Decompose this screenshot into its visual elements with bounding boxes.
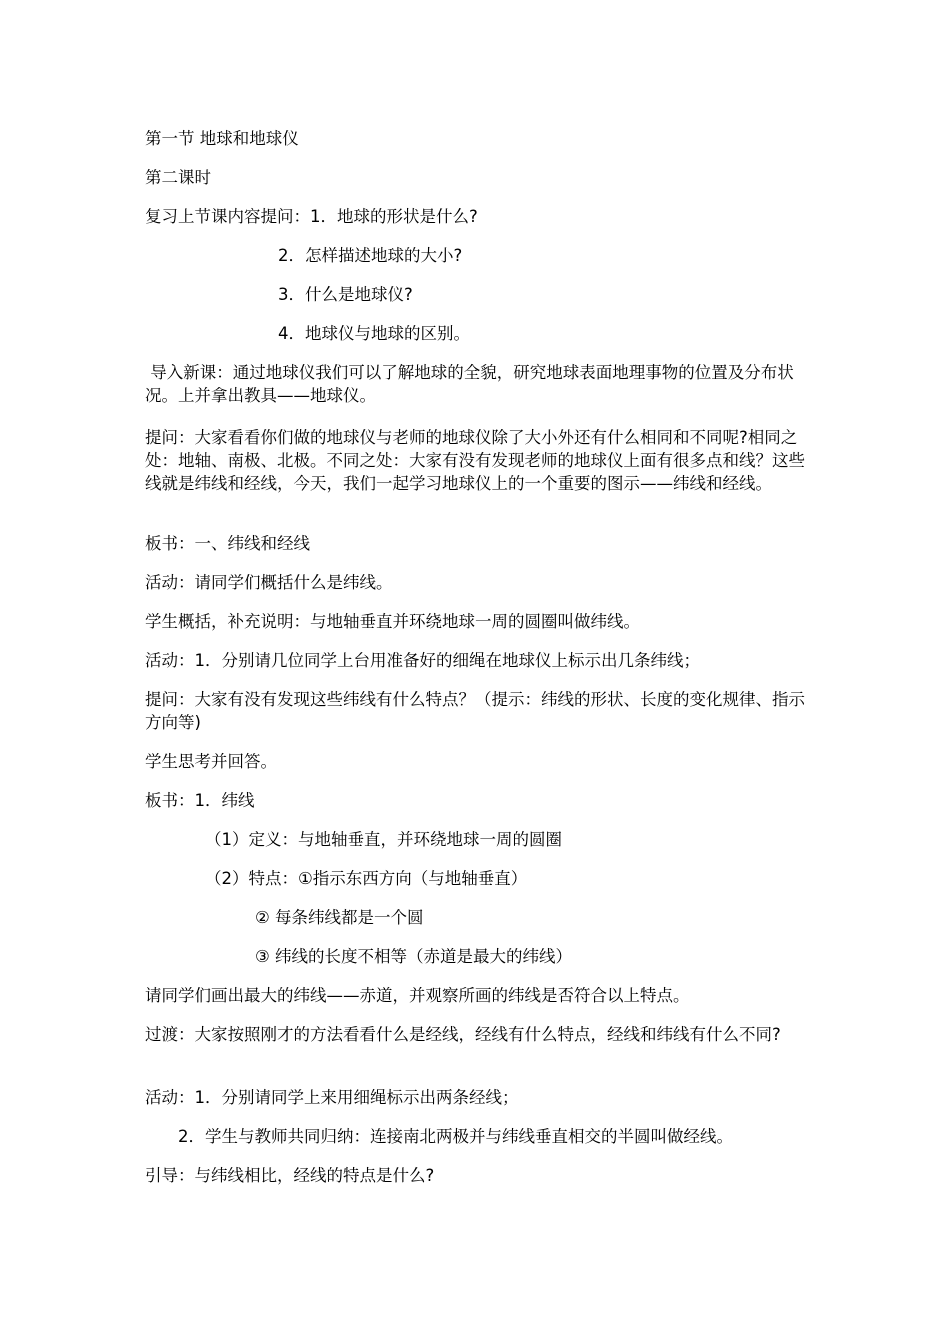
transition-paragraph: 过渡：大家按照刚才的方法看看什么是经线，经线有什么特点，经线和纬线有什么不同?: [145, 1025, 781, 1044]
activity-1: 活动：请同学们概括什么是纬线。: [145, 573, 393, 592]
guide-question: 引导：与纬线相比，经线的特点是什么?: [145, 1166, 435, 1185]
question-paragraph-2: 提问：大家有没有发现这些纬线有什么特点？（提示：纬线的形状、长度的变化规律、指示方向等): [145, 690, 805, 732]
intro-paragraph: 导入新课：通过地球仪我们可以了解地球的全貌，研究地球表面地理事物的位置及分布状况。上并拿出教具——地球仪。: [145, 363, 794, 405]
review-question-3: 3．什么是地球仪?: [278, 285, 413, 304]
board-heading-1: 板书：一、纬线和经线: [145, 534, 310, 553]
review-intro: 复习上节课内容提问：1．地球的形状是什么?: [145, 207, 478, 226]
definition-item: （1）定义：与地轴垂直，并环绕地球一周的圆圈: [205, 830, 562, 849]
board-heading-2: 板书：1．纬线: [145, 791, 255, 810]
feature-item-2: ② 每条纬线都是一个圆: [255, 908, 424, 927]
draw-task: 请同学们画出最大的纬线——赤道，并观察所画的纬线是否符合以上特点。: [145, 986, 690, 1005]
feature-item-1: （2）特点：①指示东西方向（与地轴垂直）: [205, 869, 528, 888]
activity-3-step-2: 2．学生与教师共同归纳：连接南北两极并与纬线垂直相交的半圆叫做经线。: [178, 1127, 733, 1146]
review-question-4: 4．地球仪与地球的区别。: [278, 324, 470, 343]
review-question-2: 2．怎样描述地球的大小?: [278, 246, 463, 265]
student-summary: 学生概括，补充说明：与地轴垂直并环绕地球一周的圆圈叫做纬线。: [145, 612, 640, 631]
activity-3: 活动：1．分别请同学上来用细绳标示出两条经线；: [145, 1088, 519, 1107]
student-think: 学生思考并回答。: [145, 752, 277, 771]
activity-2: 活动：1．分别请几位同学上台用准备好的细绳在地球仪上标示出几条纬线；: [145, 651, 700, 670]
question-paragraph-1: 提问：大家看看你们做的地球仪与老师的地球仪除了大小外还有什么相同和不同呢?相同之处：地轴、南极、北极。不同之处：大家有没有发现老师的地球仪上面有很多点和线？这些线就是纬线和经线，今天，我们一起学习地球仪上的一个重要的图示——纬线和经线。: [145, 428, 805, 493]
section-title: 第一节 地球和地球仪: [145, 129, 299, 148]
lesson-label: 第二课时: [145, 168, 211, 187]
feature-item-3: ③ 纬线的长度不相等（赤道是最大的纬线）: [255, 947, 573, 966]
